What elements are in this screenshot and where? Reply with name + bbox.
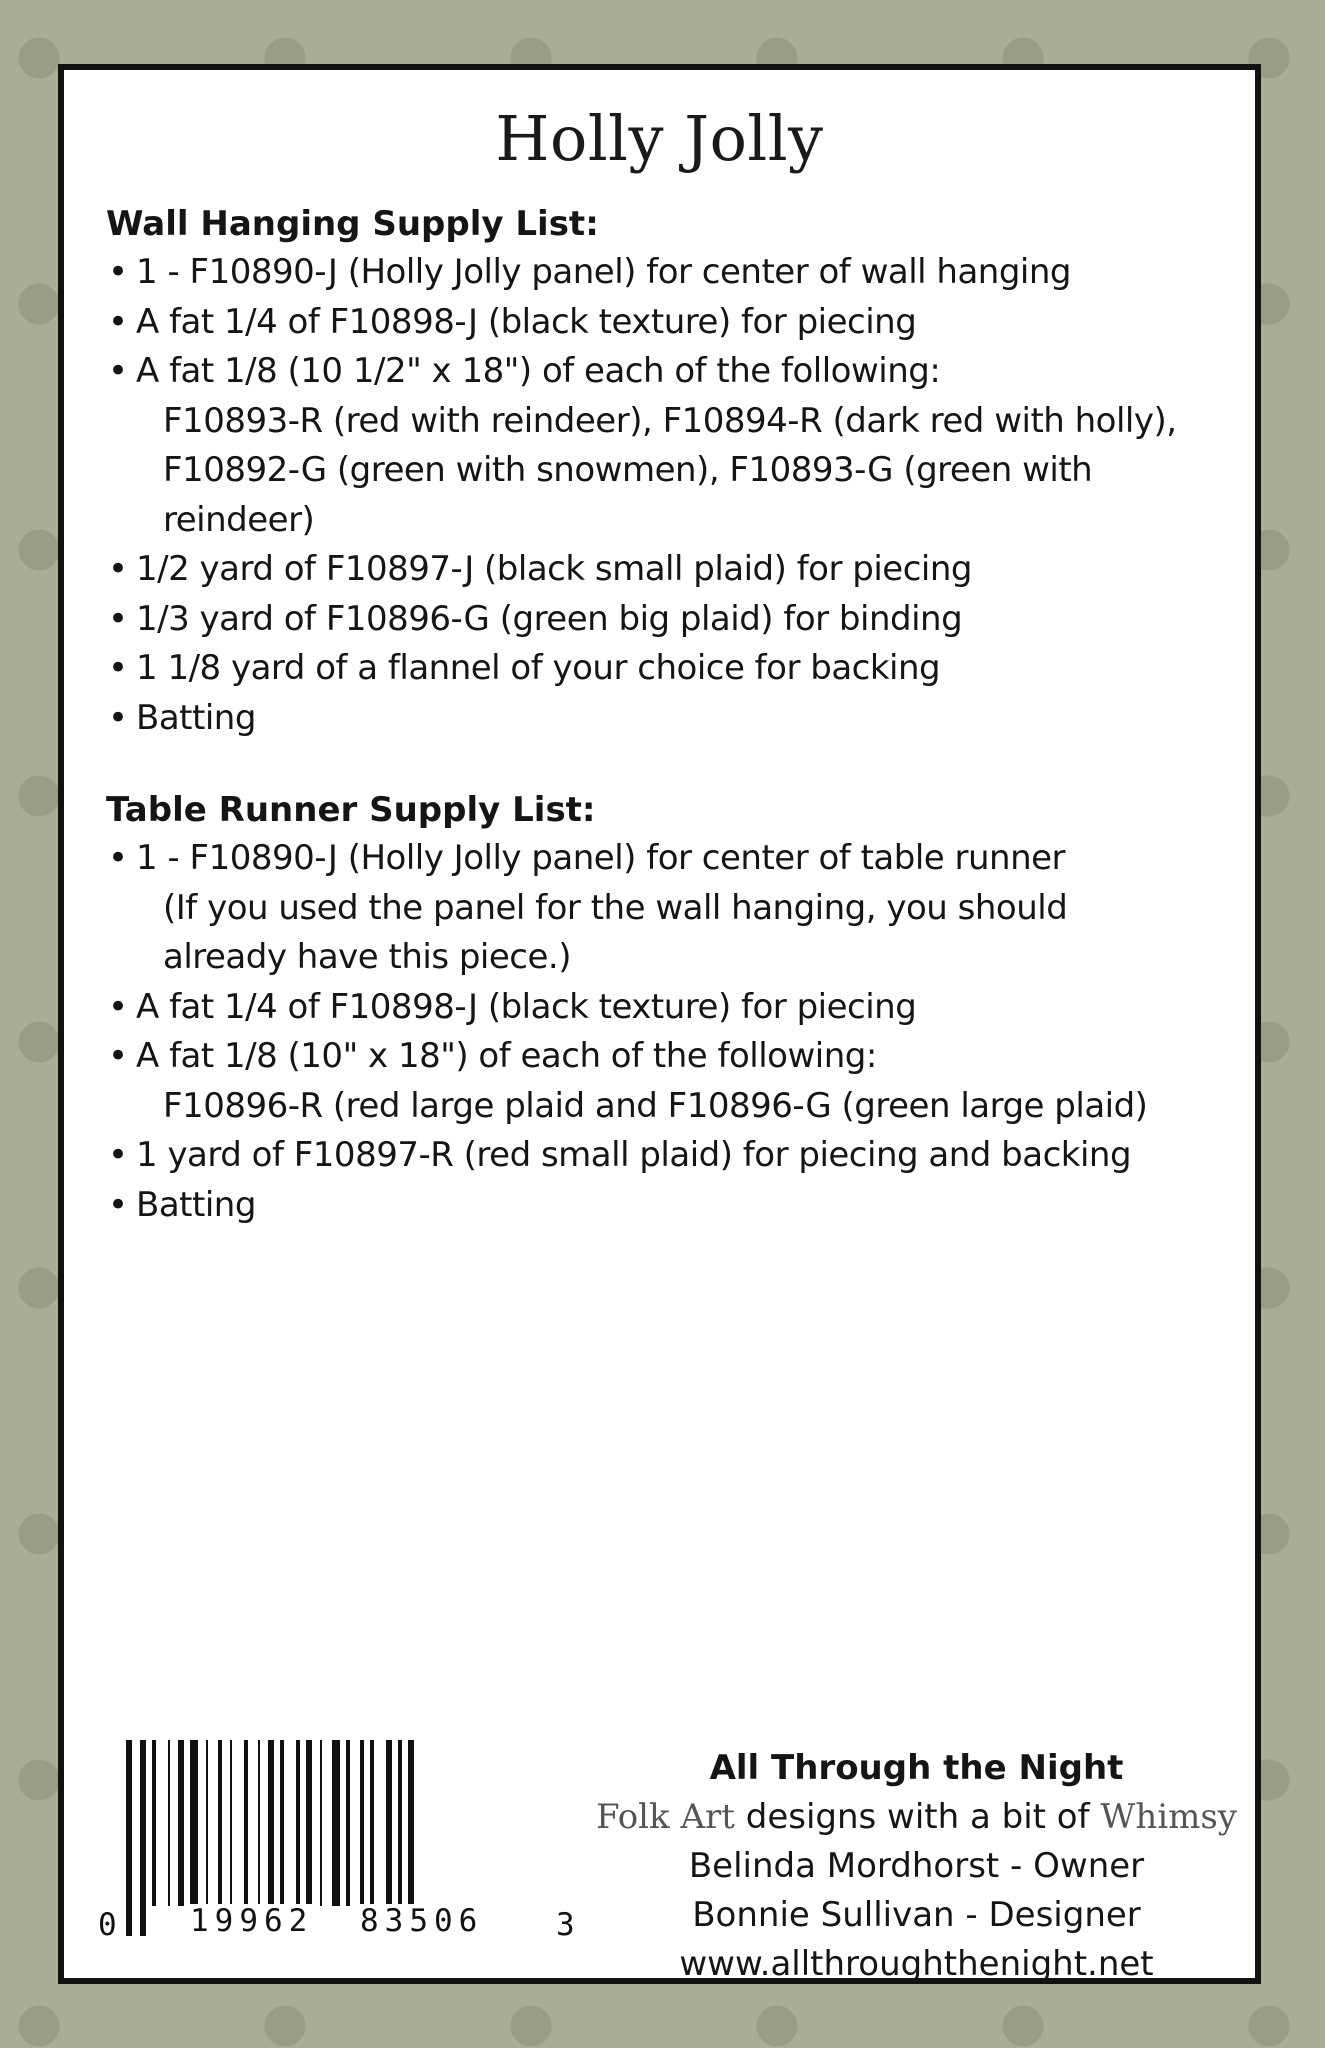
barcode-bar bbox=[140, 1740, 146, 1936]
barcode bbox=[96, 1740, 574, 1948]
list-item-line: 1 - F10890-J (Holly Jolly panel) for center of wall hanging bbox=[136, 252, 1072, 292]
table-runner-section bbox=[106, 786, 1225, 1230]
list-item bbox=[106, 248, 1225, 298]
barcode-bar bbox=[258, 1740, 260, 1906]
list-item-line: 1/3 yard of F10896-G (green big plaid) for binding bbox=[136, 598, 963, 639]
barcode-bar bbox=[360, 1740, 364, 1906]
list-item bbox=[106, 347, 1225, 545]
list-item bbox=[106, 834, 1225, 983]
list-item-line: 1 yard of F10897-R (red small plaid) for piecing and backing bbox=[136, 1135, 1132, 1175]
list-item bbox=[106, 694, 1225, 744]
table-runner-list bbox=[106, 834, 1225, 1230]
list-item-line: already have this piece.) bbox=[163, 937, 571, 977]
tagline-folk-art: Folk Art bbox=[595, 1797, 735, 1837]
barcode-bar bbox=[152, 1740, 156, 1906]
company-designer: Bonnie Sullivan - Designer bbox=[692, 1895, 1141, 1935]
company-tagline bbox=[584, 1793, 1249, 1842]
barcode-bar bbox=[370, 1740, 374, 1906]
list-item bbox=[106, 644, 1225, 694]
bullet-icon: • bbox=[108, 598, 128, 639]
barcode-bar bbox=[280, 1740, 284, 1906]
company-website: www.allthroughthenight.net bbox=[679, 1944, 1154, 1984]
wall-hanging-heading: Wall Hanging Supply List: bbox=[106, 204, 599, 244]
list-item bbox=[106, 298, 1225, 348]
barcode-bar bbox=[218, 1740, 222, 1906]
company-owner: Belinda Mordhorst - Owner bbox=[688, 1846, 1145, 1886]
list-item-line: Batting bbox=[136, 697, 256, 738]
list-item-line: Batting bbox=[136, 1184, 256, 1225]
list-item-line: reindeer) bbox=[163, 499, 315, 540]
list-item bbox=[106, 1032, 1225, 1131]
list-item bbox=[106, 1181, 1225, 1231]
barcode-bar bbox=[190, 1740, 198, 1906]
bullet-icon: • bbox=[108, 351, 128, 391]
barcode-bar bbox=[320, 1740, 322, 1906]
list-item-line: A fat 1/8 (10" x 18") of each of the following: bbox=[136, 1036, 877, 1076]
company-name: All Through the Night bbox=[709, 1748, 1124, 1788]
wall-hanging-list bbox=[106, 248, 1225, 743]
barcode-bars bbox=[96, 1740, 574, 1948]
barcode-bar bbox=[386, 1740, 392, 1906]
list-item-line: 1 1/8 yard of a flannel of your choice for backing bbox=[136, 648, 941, 688]
list-item bbox=[106, 595, 1225, 645]
barcode-group-1: 19962 bbox=[190, 1903, 314, 1939]
list-item bbox=[106, 1131, 1225, 1181]
barcode-bar bbox=[306, 1740, 312, 1906]
bullet-icon: • bbox=[108, 549, 128, 589]
bullet-icon: • bbox=[108, 252, 128, 292]
list-item-line: A fat 1/4 of F10898-J (black texture) for piecing bbox=[136, 986, 917, 1027]
list-item-line: 1/2 yard of F10897-J (black small plaid) for piecing bbox=[136, 549, 972, 589]
barcode-bar bbox=[296, 1740, 300, 1906]
barcode-bar bbox=[178, 1740, 184, 1906]
bullet-icon: • bbox=[108, 1135, 128, 1175]
bullet-icon: • bbox=[108, 1184, 128, 1225]
list-item-line: F10893-R (red with reindeer), F10894-R (dark red with holly), bbox=[163, 400, 1177, 441]
barcode-bar bbox=[346, 1740, 350, 1906]
list-item bbox=[106, 983, 1225, 1033]
barcode-digit-right: 3 bbox=[556, 1907, 575, 1943]
bullet-icon: • bbox=[108, 838, 128, 878]
barcode-bar bbox=[332, 1740, 340, 1906]
barcode-digit-left: 0 bbox=[98, 1907, 117, 1943]
bullet-icon: • bbox=[108, 697, 128, 738]
list-item-line: A fat 1/4 of F10898-J (black texture) for piecing bbox=[136, 301, 917, 342]
tagline-whimsy: Whimsy bbox=[1100, 1797, 1238, 1837]
list-item-line: F10896-R (red large plaid and F10896-G (green large plaid) bbox=[163, 1085, 1148, 1126]
bullet-icon: • bbox=[108, 301, 128, 342]
tagline-middle: designs with a bit of bbox=[734, 1797, 1101, 1837]
table-runner-heading: Table Runner Supply List: bbox=[106, 790, 596, 830]
product-card bbox=[58, 64, 1261, 1984]
list-item-line: (If you used the panel for the wall hanging, you should bbox=[163, 887, 1068, 928]
bullet-icon: • bbox=[108, 986, 128, 1027]
barcode-bar bbox=[168, 1740, 170, 1906]
barcode-bar bbox=[244, 1740, 248, 1906]
bullet-icon: • bbox=[108, 1036, 128, 1076]
wall-hanging-section bbox=[106, 200, 1225, 743]
page-title: Holly Jolly bbox=[495, 102, 824, 175]
list-item-line: 1 - F10890-J (Holly Jolly panel) for center of table runner bbox=[136, 838, 1066, 878]
barcode-bar bbox=[206, 1740, 208, 1906]
barcode-bar bbox=[126, 1740, 132, 1936]
barcode-group-2: 83506 bbox=[360, 1903, 484, 1939]
company-info bbox=[584, 1744, 1249, 1989]
list-item-line: A fat 1/8 (10 1/2" x 18") of each of the following: bbox=[136, 351, 941, 391]
barcode-bar bbox=[230, 1740, 232, 1906]
list-item bbox=[106, 545, 1225, 595]
list-item-line: F10892-G (green with snowmen), F10893-G (green with bbox=[163, 450, 1093, 490]
bullet-icon: • bbox=[108, 648, 128, 688]
